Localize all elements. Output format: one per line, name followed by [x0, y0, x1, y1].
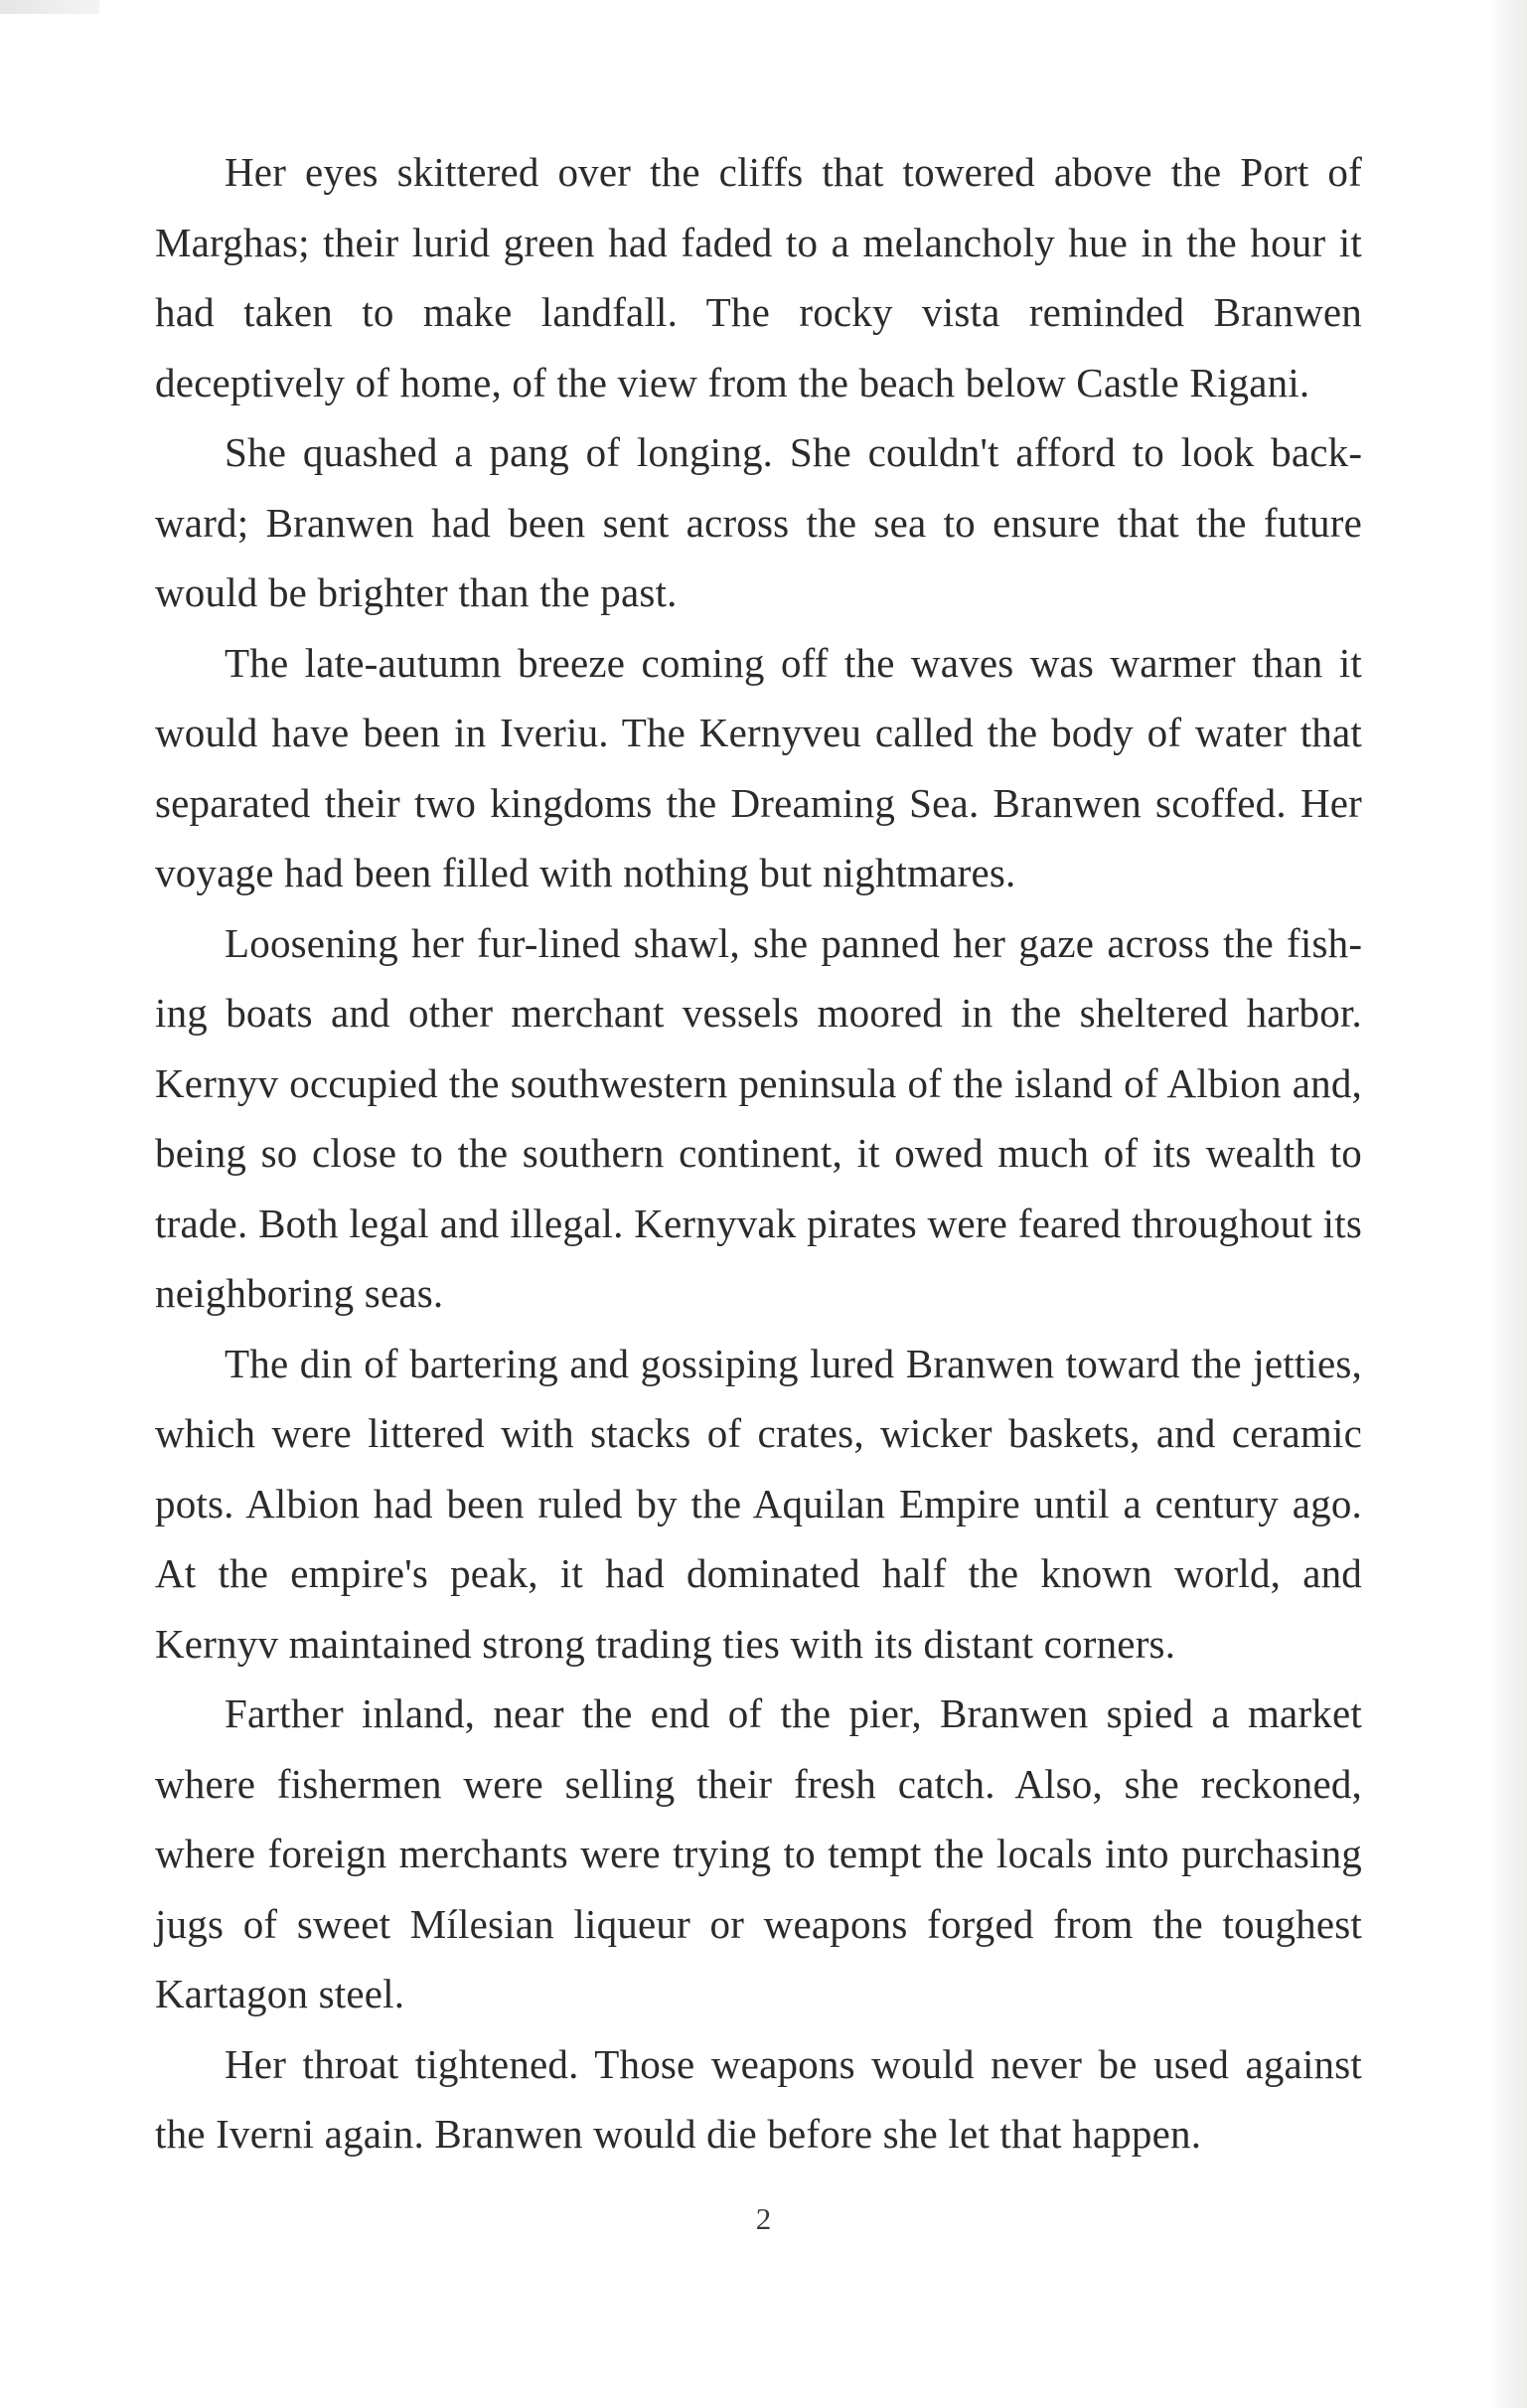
page-number: 2: [755, 2201, 772, 2236]
scan-edge-top: [0, 0, 99, 14]
paragraph: Loosening her fur-lined shawl, she panned her gaze across the fishing boats and other merchant vessels moored in the sheltered harbor. Kernyv occupied the southwestern peninsula of the island of Albion and, being so close to the southern continent, it owed much of its wealth to trade. Both legal and illegal. Kernyvak pirates were feared throughout its neighboring seas.: [155, 919, 1362, 1316]
scan-edge-right: [1487, 0, 1527, 2408]
paragraph: She quashed a pang of longing. She couldn't afford to look backward; Branwen had been sent across the sea to ensure that the future would be brighter than the past.: [155, 429, 1362, 615]
body-text: [155, 137, 1362, 2169]
paragraph: Farther inland, near the end of the pier, Branwen spied a market where fishermen were selling their fresh catch. Also, she reckoned, where foreign merchants were trying to tempt the locals into purchasing jugs of sweet Mílesian liqueur or weapons forged from the toughest Kartagon steel.: [155, 1690, 1362, 2016]
paragraph: The din of bartering and gossiping lured Branwen toward the jetties, which were littered with stacks of crates, wicker baskets, and ceramic pots. Albion had been ruled by the Aquilan Empire until a century ago. At the empire's peak, it had dominated half the known world, and Kernyv maintained strong trading ties with its distant corners.: [155, 1340, 1362, 1667]
paragraph: Her throat tightened. Those weapons would never be used against the Iverni again. Branwen would die before she let that happen.: [155, 2040, 1362, 2157]
paragraph: The late-autumn breeze coming off the waves was warmer than it would have been in Iveriu. The Kernyveu called the body of water that separated their two kingdoms the Dreaming Sea. Branwen scoffed. Her voyage had been filled with nothing but nightmares.: [155, 639, 1362, 895]
paragraph: Her eyes skittered over the cliffs that towered above the Port of Marghas; their lurid green had faded to a melancholy hue in the hour it had taken to make landfall. The rocky vista reminded Branwen deceptively of home, of the view from the beach below Castle Rigani.: [155, 149, 1362, 405]
